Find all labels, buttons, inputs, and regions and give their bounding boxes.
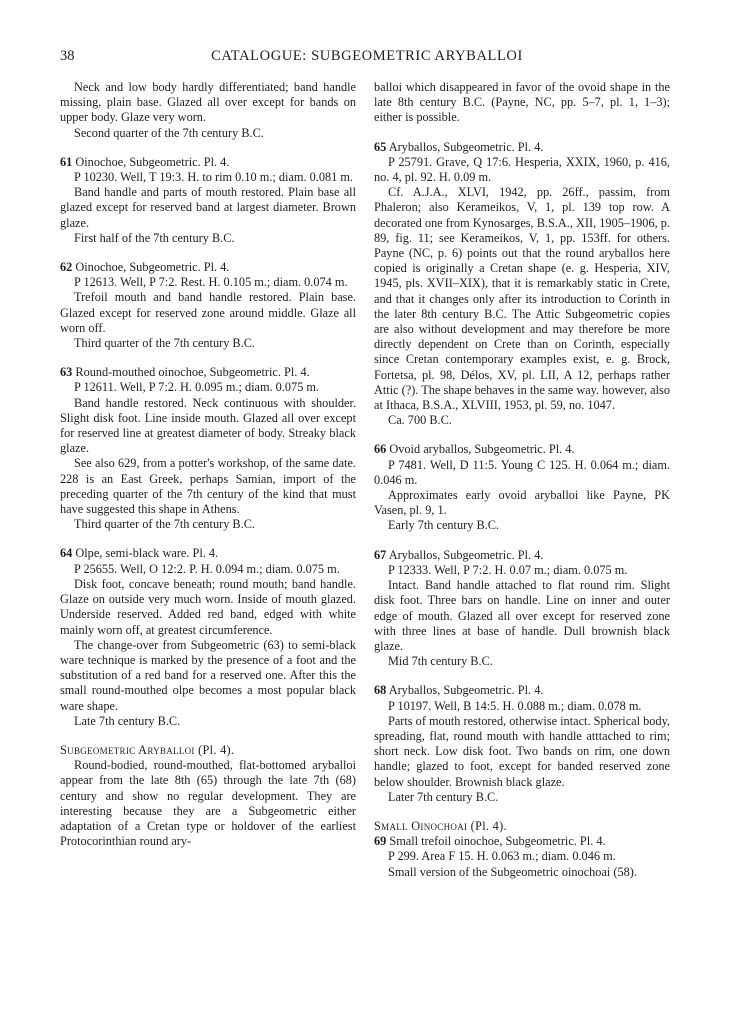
paragraph: P 12333. Well, P 7:2. H. 0.07 m.; diam. 0.075 m. xyxy=(388,562,628,577)
paragraph: Disk foot, concave beneath; round mouth; band handle. Glaze on outside very much worn. Inside of mouth glazed. Underside reserved. Added red band, edged with white mainly worn off, at greatest circumference. xyxy=(60,576,356,637)
paragraph: P 12611. Well, P 7:2. H. 0.095 m.; diam. 0.075 m. xyxy=(74,380,320,395)
entry-title: Small trefoil oinochoe, Subgeometric. Pl. 4. xyxy=(389,834,606,849)
paragraph: Small version of the Subgeometric oinochoai (58). xyxy=(388,864,637,879)
date-line: Early 7th century B.C. xyxy=(388,518,499,533)
section-intro: Round-bodied, round-mouthed, flat-bottomed aryballoi appear from the late 8th (65) through the late 7th (68) century and show no regular development. They are interesting because they are a Subgeometric either adaptation of a Cretan type or holdover of the earliest Protocorinthian round ary- xyxy=(60,758,356,849)
section-plate-ref: (Pl. 4). xyxy=(194,742,235,757)
entry-number: 62 xyxy=(60,260,73,275)
entry-number: 64 xyxy=(60,546,73,561)
date-line: Mid 7th century B.C. xyxy=(388,654,493,669)
entry-heading xyxy=(374,548,670,563)
entry-number: 68 xyxy=(374,683,387,698)
entry-number: 63 xyxy=(60,365,73,380)
entry-heading xyxy=(374,834,670,849)
entry-65 xyxy=(374,140,670,429)
entry-69 xyxy=(374,834,670,880)
entry-67 xyxy=(374,548,670,670)
entry-title: Aryballos, Subgeometric. Pl. 4. xyxy=(388,683,544,698)
paragraph: See also 629, from a potter's workshop, of the same date. 228 is an East Greek, perhaps Samian, import of the preceding quarter of the 7th century of the kind that must have suggested this shape in Athens. xyxy=(60,456,356,517)
paragraph: Parts of mouth restored, otherwise intact. Spherical body, spreading, flat, round mouth with handle atttached to rim; short neck. Low disk foot. Two bands on rim, one down handle; glazed to foot, except for banded reserved zone below shoulder. Brownish black glaze. xyxy=(374,713,670,789)
entry-title: Oinochoe, Subgeometric. Pl. 4. xyxy=(75,154,230,169)
paragraph: P 25791. Grave, Q 17:6. Hesperia, XXIX, 1960, p. 416, no. 4, pl. 92. H. 0.09 m. xyxy=(374,154,670,185)
paragraph: Band handle restored. Neck continuous with shoulder. Slight disk foot. Line inside mouth. Glazed all over except for reserved line at greatest diameter of body. Streaky black glaze. xyxy=(60,395,356,456)
paragraph: P 10230. Well, T 19:3. H. to rim 0.10 m.; diam. 0.081 m. xyxy=(74,170,353,185)
date-line: Third quarter of the 7th century B.C. xyxy=(74,517,255,532)
paragraph: P 299. Area F 15. H. 0.063 m.; diam. 0.046 m. xyxy=(388,849,616,864)
paragraph: P 25655. Well, O 12:2. P. H. 0.094 m.; diam. 0.075 m. xyxy=(74,561,340,576)
entry-heading xyxy=(374,442,670,457)
entry-68 xyxy=(374,683,670,805)
right-column xyxy=(374,80,670,894)
entry-title: Olpe, semi-black ware. Pl. 4. xyxy=(75,546,219,561)
section-plate-ref: (Pl. 4). xyxy=(467,818,507,833)
entry-heading xyxy=(374,683,670,698)
paragraph: Intact. Band handle attached to flat round rim. Slight disk foot. Three bars on handle. Line on inner and outer edge of mouth. Glazed all over except for reserved zone with three lines at base of handle. Dull brownish black glaze. xyxy=(374,578,670,653)
page-number: 38 xyxy=(60,48,75,64)
page-header xyxy=(60,48,674,70)
paragraph: Approximates early ovoid aryballoi like Payne, PK Vasen, pl. 9, 1. xyxy=(374,488,670,518)
paragraph: P 7481. Well, D 11:5. Young C 125. H. 0.064 m.; diam. 0.046 m. xyxy=(374,457,670,487)
left-column xyxy=(60,80,356,849)
running-title: CATALOGUE: SUBGEOMETRIC ARYBALLOI xyxy=(211,48,523,64)
entry-title: Oinochoe, Subgeometric. Pl. 4. xyxy=(75,260,230,275)
entry-heading xyxy=(60,365,356,380)
section-intro-continued xyxy=(374,80,670,126)
entry-number: 61 xyxy=(60,154,73,169)
paragraph: Cf. A.J.A., XLVI, 1942, pp. 26ff., passim, from Phaleron; also Kerameikos, V, 1, pl. 139 top row. A decorated one from Kynosarges, B.S.A., XII, 1905–1906, p. 89, fig. 11; see Kerameikos, V, 1, pp. 153ff. for others. Payne (NC, p. 6) points out that the round aryballos here copied is originally a Cretan shape (e. g. Hesperia, XIV, 1945, pls. XVII–XIX), that it is remarkably static in Crete, and that it changes only after its introduction to Corinth in the later 8th century B.C. The Attic Subgeometric copies are also without development and may therefore be more directly dependent on Crete than on Corinth, especially since Cretan contemporary examples exist, e. g. Brock, Fortetsa, pl. 98, Délos, XV, pl. LII, A 12, perhaps rather Attic (?). The shape behaves in the same way. however, also at Ithaca, B.S.A., XLVIII, 1953, pl. 59, no. 1047. xyxy=(374,185,670,413)
entry-title: Aryballos, Subgeometric. Pl. 4. xyxy=(388,139,544,154)
entry-62 xyxy=(60,260,356,351)
paragraph: P 12613. Well, P 7:2. Rest. H. 0.105 m.; diam. 0.074 m. xyxy=(74,275,348,290)
entry-heading xyxy=(60,155,356,170)
paragraph: Neck and low body hardly differentiated; band handle missing, plain base. Glazed all over except for bands on upper body. Glaze very worn. xyxy=(60,80,356,125)
section-heading xyxy=(60,743,356,758)
paragraph: Trefoil mouth and band handle restored. Plain base. Glazed except for reserved zone around middle. Glaze all worn off. xyxy=(60,290,356,335)
entry-66 xyxy=(374,442,670,533)
date-line: Ca. 700 B.C. xyxy=(388,413,452,428)
date-line: Third quarter of the 7th century B.C. xyxy=(74,336,255,351)
paragraph: Band handle and parts of mouth restored. Plain base all glazed except for reserved band at largest diameter. Brown glaze. xyxy=(60,185,356,230)
date-line: First half of the 7th century B.C. xyxy=(74,230,235,245)
date-line: Late 7th century B.C. xyxy=(74,713,181,728)
date-line: Second quarter of the 7th century B.C. xyxy=(74,125,264,140)
paragraph: P 10197. Well, B 14:5. H. 0.088 m.; diam. 0.078 m. xyxy=(388,698,642,713)
date-line: Later 7th century B.C. xyxy=(388,789,499,804)
entry-title: Aryballos, Subgeometric. Pl. 4. xyxy=(388,547,544,562)
section-heading xyxy=(374,819,670,834)
entry-number: 66 xyxy=(374,442,387,457)
section-title: Subgeometric Aryballoi xyxy=(60,742,195,757)
entry-number: 69 xyxy=(374,834,387,849)
paragraph: balloi which disappeared in favor of the ovoid shape in the late 8th century B.C. (Payne, NC, pp. 5–7, pl. 1, 1–3); either is possible. xyxy=(374,80,670,125)
entry-title: Round-mouthed oinochoe, Subgeometric. Pl. 4. xyxy=(75,365,310,380)
entry-60-continued xyxy=(60,80,356,141)
entry-number: 65 xyxy=(374,139,387,154)
entry-61 xyxy=(60,155,356,246)
entry-heading xyxy=(374,140,670,155)
paragraph: The change-over from Subgeometric (63) to semi-black ware technique is marked by the presence of a foot and the substitution of a red band for a reserved one. After this the small round-mouthed olpe becomes a most popular black ware shape. xyxy=(60,637,356,713)
entry-63 xyxy=(60,365,356,532)
section-title: Small Oinochoai xyxy=(374,818,468,833)
entry-heading xyxy=(60,260,356,275)
entry-title: Ovoid aryballos, Subgeometric. Pl. 4. xyxy=(389,442,575,457)
entry-number: 67 xyxy=(374,547,387,562)
entry-64 xyxy=(60,546,356,728)
entry-heading xyxy=(60,546,356,561)
